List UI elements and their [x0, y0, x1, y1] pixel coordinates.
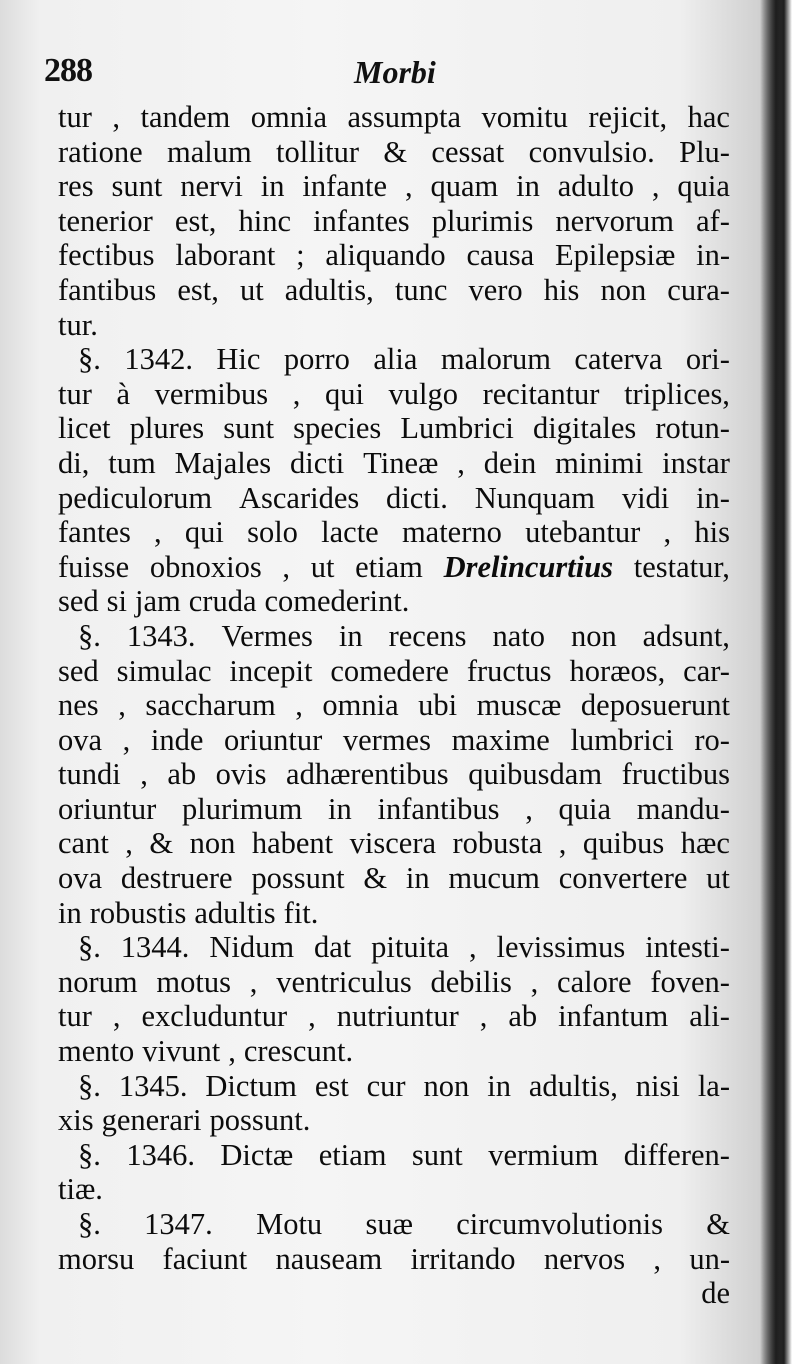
word: in: [58, 895, 82, 930]
word: alia: [373, 342, 418, 377]
word: ro-: [694, 722, 730, 757]
word: vermium: [488, 1137, 599, 1172]
word: ova: [58, 722, 103, 757]
word: saccharum: [145, 688, 276, 723]
word: in: [328, 791, 352, 826]
word: testatur,: [633, 549, 730, 584]
word: in: [516, 169, 540, 204]
word: est,: [177, 272, 219, 307]
text-line: [58, 1207, 730, 1242]
catchword: de: [701, 1276, 730, 1311]
word: Epilepsiæ: [554, 238, 676, 273]
word: ori-: [685, 342, 730, 377]
italic-author-name: Drelincurtius: [443, 549, 614, 584]
word: nato: [492, 618, 545, 653]
word: ,: [530, 964, 539, 999]
word: &: [363, 861, 388, 896]
text-line: [58, 204, 730, 239]
word: ratione: [58, 134, 143, 169]
word: generari: [101, 1103, 202, 1138]
text-line-with-italic: [58, 550, 730, 585]
text-line: [58, 896, 730, 931]
word: comederint.: [264, 584, 410, 619]
word: minimi: [555, 445, 644, 480]
word: Nunquam: [474, 480, 595, 515]
word: adultis,: [528, 1068, 618, 1103]
running-head: Morbi: [354, 54, 436, 90]
word: sed: [58, 653, 99, 688]
word: cruda: [188, 584, 257, 619]
word: mandu-: [636, 791, 730, 826]
text-line: [58, 169, 730, 204]
word: malorum: [440, 342, 551, 377]
word: quia: [558, 791, 612, 826]
word: ,: [653, 1241, 662, 1276]
word: his: [694, 515, 730, 550]
word: destruere: [120, 861, 233, 896]
paragraph-1344: [58, 930, 730, 1068]
word: lacte: [321, 515, 379, 550]
word: §.: [78, 1207, 101, 1241]
word: Dictum: [205, 1068, 297, 1103]
text-line: [58, 411, 730, 446]
word: calore: [557, 964, 632, 999]
word: ,: [457, 445, 465, 480]
word: infante: [302, 169, 388, 204]
word: ,: [651, 169, 660, 204]
text-line: [58, 1103, 730, 1138]
word: qui: [184, 515, 224, 550]
word: nervos: [543, 1241, 626, 1276]
word: tum: [108, 445, 156, 480]
word: dicti.: [386, 480, 448, 515]
word: §.: [78, 930, 101, 965]
word: dein: [483, 445, 537, 480]
word: in: [487, 1068, 511, 1103]
word: foven-: [650, 964, 730, 999]
word: non: [600, 272, 647, 307]
word: in: [260, 169, 285, 204]
word: non: [423, 1068, 470, 1103]
word: faciunt: [162, 1241, 248, 1276]
word: cura-: [667, 272, 730, 307]
word: non: [570, 618, 617, 653]
word: ,: [154, 515, 162, 550]
word: instar: [662, 445, 730, 480]
word: ,: [468, 930, 477, 965]
word: ,: [112, 999, 121, 1034]
word: quia: [677, 169, 730, 204]
word: species: [293, 411, 382, 446]
word: 1345.: [118, 1068, 188, 1103]
word: plures: [129, 411, 205, 446]
word: ,: [282, 549, 291, 584]
paragraph-continuation: [58, 100, 730, 342]
text-line: [58, 377, 730, 412]
word: fuisse: [58, 549, 130, 584]
page-number: 288: [44, 52, 92, 89]
text-line: [58, 654, 730, 689]
word: non: [189, 826, 236, 861]
word: sed: [58, 584, 99, 619]
word: §.: [78, 618, 101, 653]
word: ab: [508, 999, 538, 1034]
word: simulac: [116, 653, 212, 688]
word: cur: [366, 1068, 406, 1103]
word: Majales: [174, 445, 272, 480]
word: recitantur: [482, 376, 600, 411]
body-text: [58, 100, 730, 1311]
word: ,: [292, 376, 301, 411]
word: nauseam: [275, 1241, 383, 1276]
paragraph-1347: [58, 1207, 730, 1276]
word: est: [314, 1068, 349, 1103]
text-line: [58, 930, 730, 965]
word: hæc: [680, 826, 730, 861]
word: 1347.: [144, 1207, 213, 1241]
word: porro: [283, 342, 350, 377]
word: adultis: [194, 895, 276, 930]
word: ,: [404, 169, 413, 204]
word: tenerior: [58, 203, 153, 238]
word: adultis,: [284, 272, 374, 307]
word: ,: [118, 688, 126, 723]
word: qui: [324, 376, 364, 411]
text-line: [58, 792, 730, 827]
word: fantibus: [58, 272, 157, 307]
text-line: [58, 1242, 730, 1277]
word: adsunt,: [642, 618, 730, 653]
paragraph-1346: [58, 1138, 730, 1207]
word: his: [543, 272, 580, 307]
word: plurimum: [181, 791, 303, 826]
word: un-: [689, 1241, 730, 1276]
word: rejicit,: [588, 100, 668, 134]
word: causa: [466, 238, 535, 273]
word: recens: [388, 618, 467, 653]
word: robustis: [89, 895, 187, 930]
word: debilis: [430, 964, 512, 999]
word: habent: [251, 826, 334, 861]
word: 1342.: [124, 342, 193, 377]
word: utebantur: [525, 515, 641, 550]
text-line: [58, 965, 730, 1000]
word: hinc: [238, 203, 291, 238]
word: sunt: [223, 411, 275, 446]
word: ubi: [418, 688, 458, 723]
paragraph-1342: [58, 342, 730, 619]
paragraph-1343: [58, 619, 730, 930]
text-line: [58, 1069, 730, 1104]
word: tandem: [140, 100, 231, 134]
word: la-: [697, 1068, 730, 1103]
word: possunt.: [209, 1103, 311, 1138]
word: triplices,: [624, 376, 730, 411]
paragraph-1345: [58, 1069, 730, 1138]
word: §.: [78, 342, 101, 377]
text-line: [58, 861, 730, 896]
word: quam: [430, 169, 499, 204]
word: convulsio.: [528, 134, 655, 169]
word: assumpta: [347, 100, 461, 134]
word: 1346.: [126, 1137, 195, 1172]
word: in: [338, 618, 363, 653]
text-line: [58, 135, 730, 170]
word: xis: [58, 1103, 94, 1138]
word: ,: [228, 1034, 236, 1069]
word: muscæ: [476, 688, 562, 723]
word: inde: [150, 722, 204, 757]
word: rotun-: [655, 411, 730, 446]
word: vulgo: [388, 376, 459, 411]
word: car-: [683, 653, 730, 688]
word: infantum: [558, 999, 669, 1034]
word: Vermes: [221, 618, 313, 653]
word: ,: [308, 999, 316, 1034]
word: in-: [696, 238, 730, 273]
word: tundi: [58, 757, 121, 792]
text-line: [58, 481, 730, 516]
word: levissimus: [496, 930, 626, 965]
word: Plu-: [679, 134, 730, 169]
word: Nidum: [209, 930, 295, 965]
word: excluduntur: [141, 999, 288, 1034]
word: motus: [156, 964, 231, 999]
word: ,: [140, 757, 148, 792]
word: etiam: [355, 549, 423, 584]
word: caterva: [574, 342, 663, 377]
word: 1344.: [120, 930, 190, 965]
word: morsu: [58, 1241, 135, 1276]
word: solo: [247, 515, 298, 550]
word: nutriuntur: [336, 999, 459, 1034]
word: maxime: [451, 722, 550, 757]
text-line: [58, 446, 730, 481]
word: deposuerunt: [580, 688, 730, 723]
word: ,: [525, 791, 533, 826]
word: ,: [479, 999, 488, 1034]
word: sunt: [111, 169, 163, 204]
word: tur: [58, 376, 92, 411]
word: oriuntur: [224, 722, 323, 757]
text-line: [58, 688, 730, 723]
word: ,: [663, 515, 672, 550]
word: vivunt: [142, 1034, 221, 1069]
text-line: [58, 308, 730, 343]
word: ,: [122, 722, 131, 757]
word: ,: [558, 826, 567, 861]
word: ,: [125, 826, 133, 861]
text-line: [58, 515, 730, 550]
word: comedere: [330, 653, 449, 688]
catchword-line: [58, 1276, 730, 1311]
word: ovis: [215, 757, 267, 792]
word: materno: [401, 515, 502, 550]
text-line: [58, 826, 730, 861]
text-line: [58, 342, 730, 377]
word: Motu: [256, 1207, 323, 1241]
word: est,: [174, 203, 217, 238]
word: ut: [706, 861, 730, 896]
word: ventriculus: [276, 964, 412, 999]
word: vidi: [621, 480, 670, 515]
word: vermes: [342, 722, 431, 757]
word: adhærentibus: [286, 757, 449, 792]
word: si: [106, 584, 128, 619]
word: robusta: [452, 826, 543, 861]
word: ab: [167, 757, 197, 792]
text-line: [58, 584, 730, 619]
word: quibusdam: [468, 757, 603, 792]
word: nervorum: [555, 203, 674, 238]
word: §.: [78, 1137, 101, 1172]
word: incepit: [229, 653, 313, 688]
word: obnoxios: [149, 549, 262, 584]
word: ,: [249, 964, 258, 999]
word: fantes: [58, 515, 131, 550]
word: etiam: [318, 1137, 387, 1172]
word: 1343.: [126, 618, 196, 653]
text-line: [58, 1034, 730, 1069]
word: malum: [167, 134, 252, 169]
word: &: [706, 1207, 730, 1241]
word: vomitu: [481, 100, 568, 134]
text-line: [58, 100, 730, 135]
page-header: [44, 52, 724, 102]
word: tunc: [394, 272, 448, 307]
word: viscera: [349, 826, 437, 861]
word: norum: [58, 964, 138, 999]
word: infantibus: [377, 791, 500, 826]
word: &: [383, 134, 408, 169]
text-line: [58, 723, 730, 758]
word: tur.: [58, 307, 98, 342]
word: in-: [696, 480, 730, 515]
word: intesti-: [645, 930, 730, 965]
word: horæos,: [569, 653, 666, 688]
word: possunt: [251, 861, 345, 896]
text-line: [58, 238, 730, 273]
word: mento: [58, 1034, 135, 1069]
word: convertere: [558, 861, 688, 896]
word: plurimis: [431, 203, 534, 238]
word: tiæ.: [58, 1172, 103, 1207]
word: res: [58, 169, 94, 204]
word: ali-: [689, 999, 730, 1034]
word: ;: [296, 238, 305, 273]
word: laborant: [175, 238, 276, 273]
word: aliquando: [325, 238, 446, 273]
word: dat: [313, 930, 352, 965]
word: omnia: [250, 100, 327, 134]
word: Hic: [216, 342, 261, 377]
word: à: [116, 376, 131, 411]
word: digitales: [532, 411, 637, 446]
word: §.: [78, 1068, 101, 1103]
word: infantes: [313, 203, 410, 238]
word: fructibus: [621, 757, 730, 792]
text-line: [58, 999, 730, 1034]
word: adulto: [557, 169, 635, 204]
word: ut: [239, 272, 264, 307]
word: di,: [58, 445, 90, 480]
word: jam: [135, 584, 181, 619]
text-line: [58, 1172, 730, 1207]
word: Tineæ: [363, 445, 439, 480]
text-line: [58, 273, 730, 308]
word: af-: [696, 203, 730, 238]
word: fectibus: [58, 238, 155, 273]
word: lumbrici: [570, 722, 674, 757]
word: tollitur: [276, 134, 360, 169]
text-line: [58, 619, 730, 654]
word: ut: [310, 549, 335, 584]
word: Ascarides: [238, 480, 360, 515]
word: licet: [58, 411, 111, 446]
word: quibus: [582, 826, 665, 861]
word: cessat: [431, 134, 505, 169]
word: fructus: [466, 653, 552, 688]
word: sunt: [411, 1137, 463, 1172]
word: crescunt.: [243, 1034, 354, 1069]
word: differen-: [623, 1137, 730, 1172]
word: circumvolutionis: [456, 1207, 663, 1241]
word: oriuntur: [58, 791, 157, 826]
word: dicti: [290, 445, 345, 480]
word: fit.: [283, 895, 319, 930]
word: Lumbrici: [400, 411, 514, 446]
word: Dictæ: [220, 1137, 294, 1172]
word: &: [149, 826, 174, 861]
spine-shadow: [760, 0, 800, 1364]
word: nervi: [180, 169, 243, 204]
word: irritando: [410, 1241, 516, 1276]
word: cant: [58, 826, 109, 861]
text-line: [58, 1138, 730, 1173]
text-line: [58, 757, 730, 792]
word: ova: [58, 861, 103, 896]
word: mucum: [448, 861, 540, 896]
word: hac: [687, 100, 730, 134]
word: tur: [58, 999, 92, 1034]
word: in: [405, 861, 430, 896]
word: omnia: [322, 688, 399, 723]
word: vermibus: [154, 376, 269, 411]
word: pediculorum: [58, 480, 213, 515]
word: nes: [58, 688, 99, 723]
word: vero: [468, 272, 523, 307]
word: ,: [112, 100, 120, 134]
word: pituita: [371, 930, 450, 965]
word: nisi: [635, 1068, 680, 1103]
word: tur: [58, 100, 92, 134]
word: ,: [295, 688, 303, 723]
word: suæ: [365, 1207, 413, 1241]
